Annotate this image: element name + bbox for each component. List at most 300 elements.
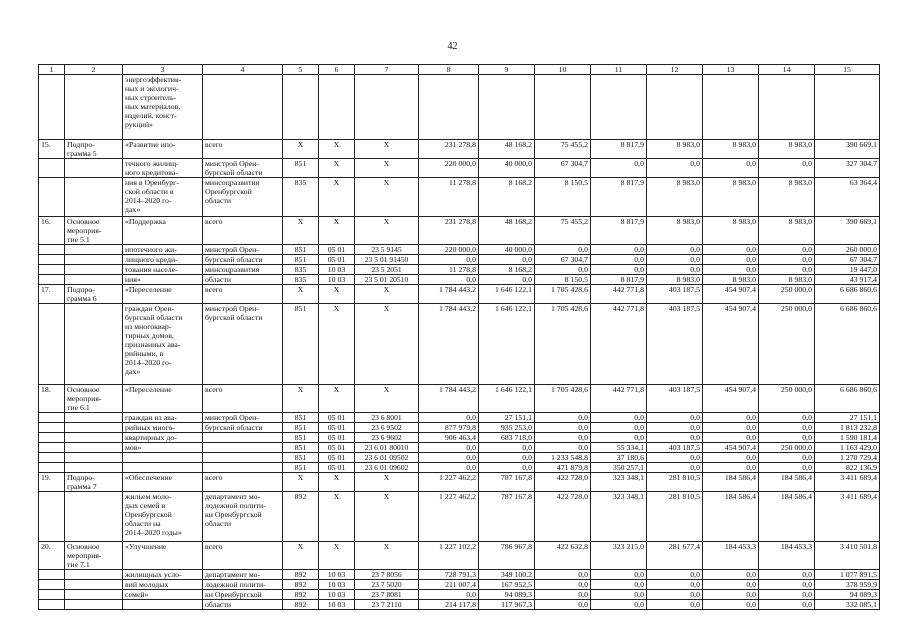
table-cell: 250 000,0 (759, 385, 815, 413)
header-row (39, 65, 880, 75)
table-cell: 8 983,0 (703, 178, 759, 217)
table-cell: 0,0 (479, 453, 535, 463)
table-cell: 0,0 (703, 265, 759, 275)
table-cell: 0,0 (479, 255, 535, 265)
header-cell: 8 (419, 65, 479, 75)
table-cell: минсоцразвития Оренбургской области (203, 178, 283, 217)
table-cell: 422 728,0 (535, 492, 591, 542)
table-cell: X (319, 542, 355, 570)
table-cell: 0,0 (535, 413, 591, 423)
table-cell: 8 817,9 (591, 217, 647, 245)
table-cell: 05 01 (319, 433, 355, 443)
table-row (39, 600, 880, 610)
table-cell: X (283, 217, 319, 245)
table-cell: 0,0 (759, 265, 815, 275)
table-cell (123, 600, 203, 610)
table-cell: 23 6 9502 (355, 423, 419, 433)
table-cell: 63 364,4 (815, 178, 880, 217)
table-cell: 6 686 860,6 (815, 385, 880, 413)
table-cell: департамент мо- лодежной полити- ки Оренбургской области (203, 492, 283, 542)
table-cell: 0,0 (591, 433, 647, 443)
table-cell: X (355, 217, 419, 245)
table-cell (39, 255, 65, 265)
table-cell: 19. (39, 473, 65, 492)
table-cell (39, 423, 65, 433)
table-cell: 0,0 (703, 255, 759, 265)
table-cell: X (355, 304, 419, 385)
table-cell: 8 150,5 (535, 275, 591, 285)
table-row (39, 590, 880, 600)
table-cell: 0,0 (703, 423, 759, 433)
table-cell: 327 304,7 (815, 159, 880, 178)
table-cell (203, 453, 283, 463)
table-cell: 835 (283, 265, 319, 275)
table-cell: 0,0 (703, 590, 759, 600)
table-cell: 454 907,4 (703, 285, 759, 304)
table-cell: 1 077 891,5 (815, 570, 880, 580)
table-cell: X (355, 178, 419, 217)
table-row (39, 275, 880, 285)
table-cell (759, 75, 815, 140)
table-cell: «Переселение (123, 285, 203, 304)
table-cell: 8 983,0 (647, 140, 703, 159)
table-cell: 18. (39, 385, 65, 413)
page-number: 42 (447, 41, 458, 52)
table-cell: 0,0 (703, 600, 759, 610)
table-cell: 851 (283, 245, 319, 255)
table-cell: 1 784 443,2 (419, 385, 479, 413)
table-cell (65, 304, 123, 385)
table-cell: 0,0 (759, 255, 815, 265)
table-cell: 167 952,5 (479, 580, 535, 590)
table-cell: 10 03 (319, 265, 355, 275)
table-cell: 48 168,2 (479, 140, 535, 159)
table-cell: X (319, 473, 355, 492)
table-cell: 05 01 (319, 255, 355, 265)
table-cell: 0,0 (759, 600, 815, 610)
table-cell: 27 151,1 (815, 413, 880, 423)
table-cell (39, 245, 65, 255)
table-cell: X (283, 140, 319, 159)
table-cell: 0,0 (703, 463, 759, 473)
table-cell: 0,0 (647, 453, 703, 463)
table-cell: минстрой Орен- (203, 413, 283, 423)
table-cell (39, 463, 65, 473)
table-cell: 422 728,0 (535, 473, 591, 492)
table-cell (65, 590, 123, 600)
table-cell: 231 278,8 (419, 217, 479, 245)
table-cell (65, 413, 123, 423)
header-cell: 3 (123, 65, 203, 75)
table-cell: X (355, 159, 419, 178)
table-cell: 422 632,8 (535, 542, 591, 570)
table-cell: 0,0 (419, 453, 479, 463)
table-cell: 0,0 (535, 433, 591, 443)
table-cell: 0,0 (591, 580, 647, 590)
table-cell: 0,0 (419, 413, 479, 423)
table-cell: 892 (283, 600, 319, 610)
table-cell: 0,0 (759, 433, 815, 443)
table-cell: 0,0 (591, 159, 647, 178)
table-cell (65, 433, 123, 443)
table-cell: X (283, 473, 319, 492)
table-cell: 184 453,3 (759, 542, 815, 570)
table-cell: 8 983,0 (647, 275, 703, 285)
table-cell: 231 278,8 (419, 140, 479, 159)
table-cell: X (355, 492, 419, 542)
table-cell: всего (203, 542, 283, 570)
table-cell: 23 6 8001 (355, 413, 419, 423)
table-cell: ния в Оренбург- ской области в 2014–2020 го- дах» (123, 178, 203, 217)
table-cell: 851 (283, 159, 319, 178)
table-cell (203, 463, 283, 473)
table-cell: 0,0 (591, 265, 647, 275)
table-row (39, 140, 880, 159)
table-cell: жильем моло- дых семей в Оренбургской области на 2014–2020 годы» (123, 492, 203, 542)
table-cell: 250 000,0 (759, 443, 815, 453)
table-cell: 8 983,0 (759, 140, 815, 159)
table-cell: 11 278,8 (419, 265, 479, 275)
header-cell: 4 (203, 65, 283, 75)
table-cell: 1 705 428,6 (535, 385, 591, 413)
table-cell: 0,0 (759, 463, 815, 473)
table-cell (647, 75, 703, 140)
table-cell: X (355, 140, 419, 159)
table-cell (39, 275, 65, 285)
table-cell: 1 590 181,4 (815, 433, 880, 443)
table-cell (65, 275, 123, 285)
table-cell: «Переселение (123, 385, 203, 413)
table-cell: X (319, 304, 355, 385)
table-cell: 10 03 (319, 275, 355, 285)
table-cell: 835 (283, 275, 319, 285)
table-cell: 0,0 (535, 265, 591, 275)
table-row (39, 178, 880, 217)
table-cell (39, 265, 65, 275)
table-cell: 8 983,0 (703, 217, 759, 245)
table-cell: 403 187,5 (647, 304, 703, 385)
table-cell: 10 03 (319, 580, 355, 590)
table-cell: 1 233 548,8 (535, 453, 591, 463)
table-cell: 851 (283, 443, 319, 453)
table-row (39, 423, 880, 433)
table-cell: минсоцразвития (203, 265, 283, 275)
table-cell: течного жилищ- ного кредитова- (123, 159, 203, 178)
table-cell: 0,0 (535, 570, 591, 580)
table-cell: 1 813 232,8 (815, 423, 880, 433)
table-cell: 23 7 8081 (355, 590, 419, 600)
table-cell: 8 817,9 (591, 140, 647, 159)
table-cell: 0,0 (703, 413, 759, 423)
table-cell: 3 411 689,4 (815, 492, 880, 542)
header-cell: 13 (703, 65, 759, 75)
table-cell: 442 771,8 (591, 304, 647, 385)
table-cell: 117 967,3 (479, 600, 535, 610)
table-row (39, 433, 880, 443)
table-cell (39, 433, 65, 443)
table-cell (65, 159, 123, 178)
table-cell: 05 01 (319, 443, 355, 453)
table-cell: 8 168,2 (479, 178, 535, 217)
table-cell: 0,0 (759, 423, 815, 433)
table-cell: 0,0 (647, 245, 703, 255)
table-cell: 0,0 (535, 245, 591, 255)
table-cell: «Развитие ипо- (123, 140, 203, 159)
table-cell: тования населе- (123, 265, 203, 275)
table-row (39, 304, 880, 385)
table-cell: энергоэффектив- ных и экологич- ных строитель- ных материалов, изделий, конст- рукций» (123, 75, 203, 140)
table-row (39, 217, 880, 245)
table-cell: области (203, 275, 283, 285)
table-cell: 0,0 (759, 453, 815, 463)
table-cell: 0,0 (591, 590, 647, 600)
table-cell: 67 304,7 (815, 255, 880, 265)
table-cell (65, 463, 123, 473)
table-cell: 23 5 01 20510 (355, 275, 419, 285)
table-cell (65, 423, 123, 433)
header-cell: 7 (355, 65, 419, 75)
table-cell: 184 586,4 (759, 492, 815, 542)
table-cell: 260 000,0 (815, 245, 880, 255)
table-cell: 281 810,5 (647, 473, 703, 492)
table-cell: 851 (283, 413, 319, 423)
table-cell: 23 6 01 09502 (355, 453, 419, 463)
table-cell: 37 180,6 (591, 453, 647, 463)
header-cell: 11 (591, 65, 647, 75)
table-cell: 0,0 (759, 580, 815, 590)
table-cell: 6 686 860,6 (815, 285, 880, 304)
table-cell: минстрой Орен- бургской области (203, 159, 283, 178)
table-cell: всего (203, 385, 283, 413)
table-cell: всего (203, 140, 283, 159)
table-cell: 1 705 428,6 (535, 304, 591, 385)
table-cell: жилищных усло- (123, 570, 203, 580)
table-cell: 23 7 5020 (355, 580, 419, 590)
table-cell: 0,0 (647, 433, 703, 443)
table-cell: 23 6 01 80010 (355, 443, 419, 453)
table-cell: квартирных до- (123, 433, 203, 443)
table-row (39, 285, 880, 304)
table-row (39, 453, 880, 463)
table-cell: вий молодых (123, 580, 203, 590)
table-cell: 851 (283, 433, 319, 443)
table-cell: 94 089,3 (815, 590, 880, 600)
table-cell: 15. (39, 140, 65, 159)
table-cell: 0,0 (479, 443, 535, 453)
table-cell: 851 (283, 463, 319, 473)
table-cell (703, 75, 759, 140)
table-cell: 8 983,0 (703, 140, 759, 159)
table-cell: 8 983,0 (759, 178, 815, 217)
table-cell: 323 348,1 (591, 473, 647, 492)
table-row (39, 542, 880, 570)
table-row (39, 159, 880, 178)
table-cell: 877 979,8 (419, 423, 479, 433)
table-cell: 471 879,8 (535, 463, 591, 473)
table-cell: 0,0 (535, 443, 591, 453)
table-row (39, 75, 880, 140)
table-cell: 0,0 (535, 580, 591, 590)
table-cell: 0,0 (591, 600, 647, 610)
table-cell: 1 646 122,1 (479, 385, 535, 413)
table-cell: 23 5 2051 (355, 265, 419, 275)
header-cell: 5 (283, 65, 319, 75)
table-cell: 0,0 (759, 159, 815, 178)
table-cell: 43 917,4 (815, 275, 880, 285)
table-cell: 281 677,4 (647, 542, 703, 570)
table-cell (39, 304, 65, 385)
table-cell: «Обеспечение (123, 473, 203, 492)
table-cell: 23 5 01 91450 (355, 255, 419, 265)
table-cell: 935 253,0 (479, 423, 535, 433)
table-cell: 0,0 (703, 570, 759, 580)
table-cell: семей» (123, 590, 203, 600)
table-cell: 19 447,0 (815, 265, 880, 275)
table-cell: 67 304,7 (535, 159, 591, 178)
table-cell (123, 463, 203, 473)
table-cell (65, 600, 123, 610)
table-cell (815, 75, 880, 140)
table-cell: 250 000,0 (759, 304, 815, 385)
table-cell: 0,0 (759, 570, 815, 580)
table-cell: 8 150,5 (535, 178, 591, 217)
table-cell (65, 580, 123, 590)
table-cell: 403 187,5 (647, 385, 703, 413)
table-row (39, 413, 880, 423)
table-row (39, 245, 880, 255)
table-cell (39, 580, 65, 590)
table-cell (65, 75, 123, 140)
table-cell: 214 117,8 (419, 600, 479, 610)
table-cell (203, 433, 283, 443)
table-cell (591, 75, 647, 140)
table-cell: 0,0 (419, 255, 479, 265)
table-cell: 8 983,0 (759, 275, 815, 285)
table-cell (535, 75, 591, 140)
table-cell: X (283, 285, 319, 304)
table-cell: X (283, 385, 319, 413)
table-cell: 0,0 (703, 159, 759, 178)
table-cell: 683 718,0 (479, 433, 535, 443)
table-cell: 67 304,7 (535, 255, 591, 265)
table-cell: Подпро- грамма 5 (65, 140, 123, 159)
table-cell: 0,0 (419, 275, 479, 285)
table-cell: 0,0 (535, 600, 591, 610)
table-cell: 0,0 (703, 245, 759, 255)
table-cell: 892 (283, 580, 319, 590)
table-cell: 8 817,9 (591, 275, 647, 285)
table-cell: 822 136,9 (815, 463, 880, 473)
table-cell: 892 (283, 570, 319, 580)
table-cell (419, 75, 479, 140)
table-body (39, 65, 880, 610)
table-cell: Основное мероприя- тие 5.1 (65, 217, 123, 245)
table-cell: 350 257,1 (591, 463, 647, 473)
table-cell: 1 646 122,1 (479, 285, 535, 304)
table-cell: 184 586,4 (703, 492, 759, 542)
table-cell: 23 6 01 09602 (355, 463, 419, 473)
header-cell: 1 (39, 65, 65, 75)
table-cell: 1 705 428,6 (535, 285, 591, 304)
table-cell: 0,0 (759, 413, 815, 423)
table-row (39, 570, 880, 580)
table-cell: 184 453,3 (703, 542, 759, 570)
table-cell: X (319, 385, 355, 413)
table-cell: X (319, 178, 355, 217)
table-cell: 184 586,4 (759, 473, 815, 492)
table-cell (39, 178, 65, 217)
table-cell (65, 453, 123, 463)
table-cell: 390 669,1 (815, 140, 880, 159)
table-cell: 8 983,0 (759, 217, 815, 245)
header-cell: 12 (647, 65, 703, 75)
table-cell: 48 168,2 (479, 217, 535, 245)
table-cell: 892 (283, 590, 319, 600)
table-cell: 0,0 (591, 423, 647, 433)
table-cell: 40 000,0 (479, 159, 535, 178)
table-cell (65, 492, 123, 542)
table-row (39, 473, 880, 492)
table-cell: 23 7 8056 (355, 570, 419, 580)
table-cell: 75 455,2 (535, 217, 591, 245)
table-cell: 05 01 (319, 245, 355, 255)
table-cell: 0,0 (591, 245, 647, 255)
table-cell: 250 000,0 (759, 285, 815, 304)
table-row (39, 492, 880, 542)
table-cell: лодежной полити- (203, 580, 283, 590)
header-cell: 6 (319, 65, 355, 75)
table-cell: 55 334,1 (591, 443, 647, 453)
table-cell: «Поддержка (123, 217, 203, 245)
table-cell: 0,0 (535, 423, 591, 433)
table-cell: всего (203, 217, 283, 245)
table-cell: граждан из ава- (123, 413, 203, 423)
table-cell: 0,0 (479, 463, 535, 473)
table-cell: 0,0 (591, 255, 647, 265)
table-cell: 94 089,3 (479, 590, 535, 600)
table-cell (65, 570, 123, 580)
table-cell: 1 784 443,2 (419, 285, 479, 304)
header-cell: 15 (815, 65, 880, 75)
table-cell: 17. (39, 285, 65, 304)
table-cell: X (355, 473, 419, 492)
table-cell: 27 151,1 (479, 413, 535, 423)
table-cell: X (319, 140, 355, 159)
table-cell: 3 410 501,8 (815, 542, 880, 570)
table-cell: 786 967,8 (479, 542, 535, 570)
table-cell (39, 600, 65, 610)
table-cell: минстрой Орен- (203, 245, 283, 255)
table-row (39, 443, 880, 453)
table-cell (203, 443, 283, 453)
table-cell (65, 255, 123, 265)
table-cell (65, 265, 123, 275)
table-cell: 16. (39, 217, 65, 245)
table-cell (65, 245, 123, 255)
table-cell: 442 771,8 (591, 385, 647, 413)
table-cell: 787 167,8 (479, 473, 535, 492)
table-cell: департамент мо- (203, 570, 283, 580)
table-cell: X (283, 542, 319, 570)
table-cell: 0,0 (647, 590, 703, 600)
table-cell: 8 983,0 (647, 178, 703, 217)
table-cell: 1 227 102,2 (419, 542, 479, 570)
table-cell: 1 784 443,2 (419, 304, 479, 385)
table-cell: бургской области (203, 423, 283, 433)
table-cell (203, 75, 283, 140)
table-cell: минстрой Орен- бургской области (203, 304, 283, 385)
table-cell: 0,0 (591, 570, 647, 580)
